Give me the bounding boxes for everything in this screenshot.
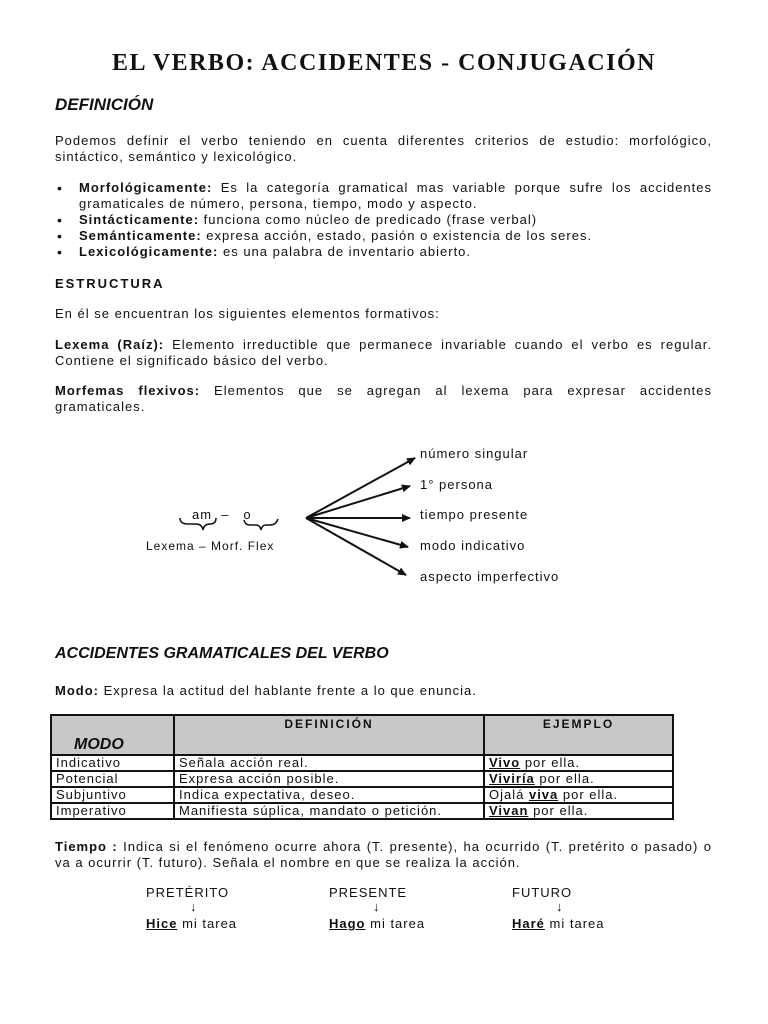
lexema-paragraph	[55, 337, 712, 369]
tiempo-col-preterito	[146, 885, 237, 931]
header-ejemplo: EJEMPLO	[484, 715, 673, 755]
tiempo-paragraph	[55, 839, 712, 871]
bullet-sintactico	[55, 212, 712, 228]
cell-ejemplo	[484, 755, 673, 771]
cell-ejemplo	[484, 787, 673, 803]
ejemplo-word: Vivan	[489, 803, 529, 818]
tiempo-term: Tiempo :	[55, 839, 118, 854]
target-numero: número singular	[420, 446, 529, 461]
example-rest: mi tarea	[365, 916, 426, 931]
bullet-text: funciona como núcleo de predicado (frase verbal)	[199, 212, 538, 227]
arrow-numero	[306, 458, 415, 518]
modo-table	[50, 714, 674, 820]
ejemplo-post: por ella.	[558, 787, 619, 802]
target-tiempo: tiempo presente	[420, 507, 529, 522]
diagram-braces	[170, 516, 290, 534]
target-modo: modo indicativo	[420, 538, 526, 553]
example-rest: mi tarea	[177, 916, 238, 931]
estructura-heading: ESTRUCTURA	[55, 276, 165, 291]
bullet-term: Semánticamente:	[79, 228, 202, 243]
tiempo-col-presente	[329, 885, 425, 931]
definicion-heading: DEFINICIÓN	[55, 95, 154, 114]
cell-definicion: Señala acción real.	[174, 755, 484, 771]
example-word: Hago	[329, 916, 366, 931]
cell-definicion: Manifiesta súplica, mandato o petición.	[174, 803, 484, 819]
col-label: FUTURO	[512, 885, 573, 900]
down-arrow-icon: ↓	[556, 899, 564, 914]
modo-paragraph	[55, 683, 712, 699]
col-example	[329, 916, 425, 931]
table-row	[51, 803, 673, 819]
accidentes-heading: ACCIDENTES GRAMATICALES DEL VERBO	[55, 645, 389, 662]
cell-ejemplo	[484, 771, 673, 787]
target-aspecto: aspecto imperfectivo	[420, 569, 560, 584]
table-header-row	[51, 715, 673, 755]
down-arrow-icon: ↓	[373, 899, 381, 914]
ejemplo-post: por ella.	[520, 755, 581, 770]
header-modo: MODO	[51, 715, 174, 755]
modo-term: Modo:	[55, 683, 99, 698]
cell-modo: Imperativo	[51, 803, 174, 819]
bullet-semantico	[55, 228, 712, 244]
modo-text: Expresa la actitud del hablante frente a lo que enuncia.	[98, 683, 477, 698]
tiempo-text: Indica si el fenómeno ocurre ahora (T. presente), ha ocurrido (T. pretérito o pasado) o va a ocurrir (T. futuro). Señala el nombre en que se realiza la acción.	[55, 839, 712, 870]
ejemplo-word: viva	[528, 787, 559, 802]
page-title: EL VERBO: ACCIDENTES - CONJUGACIÓN	[112, 50, 656, 76]
morfemas-paragraph	[55, 383, 712, 415]
bullet-text: expresa acción, estado, pasión o existencia de los seres.	[201, 228, 593, 243]
bullet-term: Sintácticamente:	[79, 212, 200, 227]
ejemplo-post: por ella.	[534, 771, 595, 786]
cell-definicion: Indica expectativa, deseo.	[174, 787, 484, 803]
definicion-intro: Podemos definir el verbo teniendo en cuenta diferentes criterios de estudio: morfológico, sintáctico, semántico y lexicológico.	[55, 133, 712, 164]
ejemplo-word: Viviría	[489, 771, 535, 786]
arrow-aspecto	[306, 518, 406, 575]
lexema-brace	[180, 518, 216, 530]
cell-modo: Subjuntivo	[51, 787, 174, 803]
arrow-persona	[306, 486, 410, 518]
header-definicion: DEFINICIÓN	[174, 715, 484, 755]
cell-ejemplo	[484, 803, 673, 819]
lexema-term: Lexema (Raíz):	[55, 337, 165, 352]
morfemas-text: Elementos que se agregan al lexema para expresar accidentes gramaticales.	[55, 383, 713, 414]
estructura-intro: En él se encuentran los siguientes elementos formativos:	[55, 306, 440, 321]
morfema-brace	[244, 519, 278, 530]
bullet-text: es una palabra de inventario abierto.	[218, 244, 472, 259]
target-persona: 1° persona	[420, 477, 494, 492]
cell-modo: Potencial	[51, 771, 174, 787]
tiempo-col-futuro	[512, 885, 605, 931]
example-rest: mi tarea	[544, 916, 605, 931]
table-row	[51, 787, 673, 803]
bullet-term: Morfológicamente:	[79, 180, 213, 195]
col-example	[146, 916, 237, 931]
ejemplo-word: Vivo	[489, 755, 521, 770]
definicion-bullet-list	[55, 180, 712, 260]
example-word: Hice	[146, 916, 178, 931]
cell-definicion: Expresa acción posible.	[174, 771, 484, 787]
diagram-caption: Lexema – Morf. Flex	[146, 539, 275, 553]
col-label: PRETÉRITO	[146, 885, 230, 900]
col-label: PRESENTE	[329, 885, 408, 900]
morfemas-term: Morfemas flexivos:	[55, 383, 201, 398]
ejemplo-post: por ella.	[528, 803, 589, 818]
bullet-lexicologico	[55, 244, 712, 260]
diagram-word: am – o	[192, 507, 252, 522]
table-row	[51, 755, 673, 771]
bullet-term: Lexicológicamente:	[79, 244, 219, 259]
ejemplo-pre: Ojalá	[489, 787, 529, 802]
example-word: Haré	[512, 916, 545, 931]
down-arrow-icon: ↓	[190, 899, 198, 914]
diagram-arrows	[300, 450, 420, 580]
bullet-text: Es la categoría gramatical mas variable porque sufre los accidentes gramaticales de número, persona, tiempo, modo y aspecto.	[79, 180, 712, 211]
col-example	[512, 916, 605, 931]
lexema-text: Elemento irreductible que permanece invariable cuando el verbo es regular. Contiene el significado básico del verbo.	[55, 337, 713, 368]
table-row	[51, 771, 673, 787]
bullet-morfologico	[55, 180, 712, 212]
arrow-modo	[306, 518, 408, 547]
cell-modo: Indicativo	[51, 755, 174, 771]
